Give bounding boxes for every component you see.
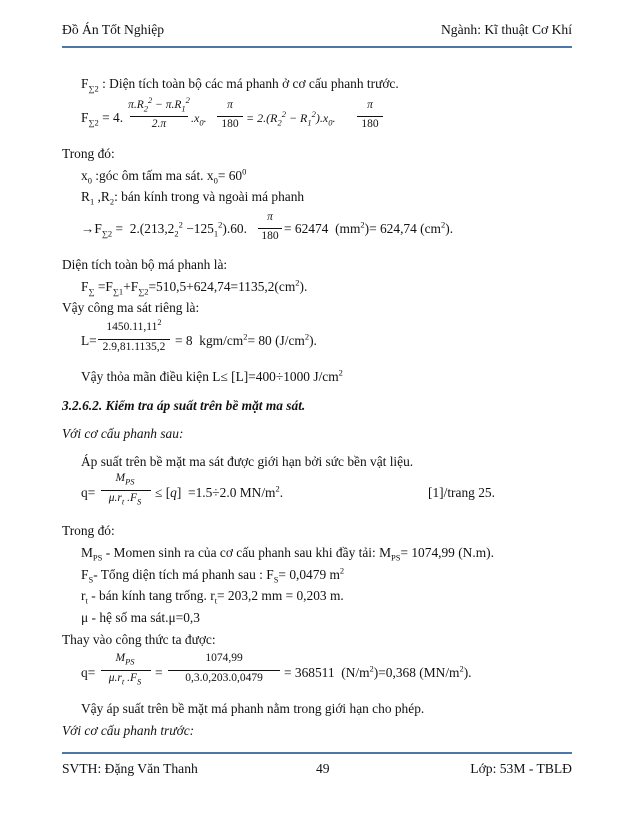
L-den: 2.9,81.1135,2 — [102, 341, 166, 353]
q-rhs: ≤ [q] =1.5÷2.0 $MN/m^2$. — [155, 483, 284, 500]
L-rhs: = 8 kgm/$cm^2= 80$ $(J/cm^2)$. — [175, 331, 317, 348]
sau-heading: Với cơ cấu phanh sau: — [62, 426, 184, 441]
q-den: $\mu.r_t$ $.F_S$ — [108, 492, 142, 507]
header-rule — [62, 46, 572, 48]
L-num: 1450.11,11$^2$ — [106, 317, 162, 333]
fs-line: $F_S-$ Tổng diện tích má phanh sau : $F_S= 0,0479$ $m^2$ — [81, 565, 345, 585]
page-number: 49 — [316, 761, 330, 776]
header-right: Ngành: Kĩ thuật Cơ Khí — [440, 22, 572, 37]
f1-180: 180 — [221, 118, 239, 130]
footer-right: Lớp: 53M - TBLĐ — [470, 761, 572, 776]
dt-line: Diện tích toàn bộ má phanh là: — [62, 257, 228, 272]
truoc-heading: Với cơ cấu phanh trước: — [62, 723, 195, 738]
q2-num: 1074,99 — [205, 652, 243, 664]
calc-line: $\to F_{\sum 2} = 2.(213,2_2^2 -125_1^2).60$. — [81, 219, 247, 239]
q-num: $M_{PS}$ — [115, 472, 135, 487]
vap-line: Vậy áp suất trên bề mặt má phanh nằm trong giới hạn cho phép. — [81, 701, 425, 716]
ap-line: Áp suất trên bề mặt ma sát được giới hạn bởi sức bền vật liệu. — [81, 454, 414, 469]
trong-do-1: Trong đó: — [62, 146, 115, 161]
trong-do-2: Trong đó: — [62, 523, 115, 538]
thay-line: Thay vào công thức ta được: — [62, 632, 216, 647]
thoa-line: Vậy thỏa mãn điều kiện L≤ [L]=400÷1000 $J/cm^2$ — [81, 367, 343, 384]
calc-result: = 62474 $(mm^2)= 624,74$ $(cm^2)$. — [284, 219, 454, 236]
text-f-sigma-2: $F_{\sum 2}$ : Diện tích toàn bộ các má phanh ở cơ cấu phanh trước. — [81, 76, 399, 94]
f1-numerator: $\pi.R_2^2 - \pi.R_1^2$ — [128, 95, 190, 114]
fsum-line: $F_\sum =F_{\sum 1}+F_{\sum 2}=510,5+624,74=1135,2(cm^2)$. — [81, 277, 308, 297]
q2-lhs: q= — [81, 665, 96, 680]
mu-line: μ - hệ số ma sát.μ=0,3 — [81, 610, 200, 625]
L-lhs: L= — [81, 333, 97, 348]
f1-pi: π — [227, 99, 233, 111]
q-ref: [1]/trang 25. — [428, 485, 495, 500]
footer-left: SVTH: Đặng Văn Thanh — [62, 761, 198, 776]
x0-line: $x_0$ :góc ôm tấm ma sát. $x_0= 60^0$ — [81, 166, 247, 186]
rt-line: $r_t$ - bán kính tang trống. $r_t= 203,2$ mm = 0,203 m. — [81, 588, 344, 606]
footer-rule — [62, 752, 572, 754]
r-line: $R_1$ $,R_2$: bán kính trong và ngoài má phanh — [81, 189, 305, 207]
section-heading: 3.2.6.2. Kiểm tra áp suất trên bề mặt ma sát. — [62, 398, 306, 413]
f1-denominator: 2.π — [151, 118, 167, 130]
q2-rhs: = 368511 $(N/m^2)=0,368$ $(MN/m^2)$. — [284, 663, 472, 680]
q-lhs: q= — [81, 485, 96, 500]
q2-den: 0,3.0,203.0,0479 — [185, 672, 263, 684]
mps-line: $M_{PS}$ - Momen sinh ra của cơ cấu phanh sau khi đầy tải: $M_{PS}= 1074,99$ (N.m). — [81, 545, 494, 563]
vay-line: Vậy công ma sát riêng là: — [62, 300, 200, 315]
header-left: Đồ Án Tốt Nghiệp — [62, 22, 165, 37]
